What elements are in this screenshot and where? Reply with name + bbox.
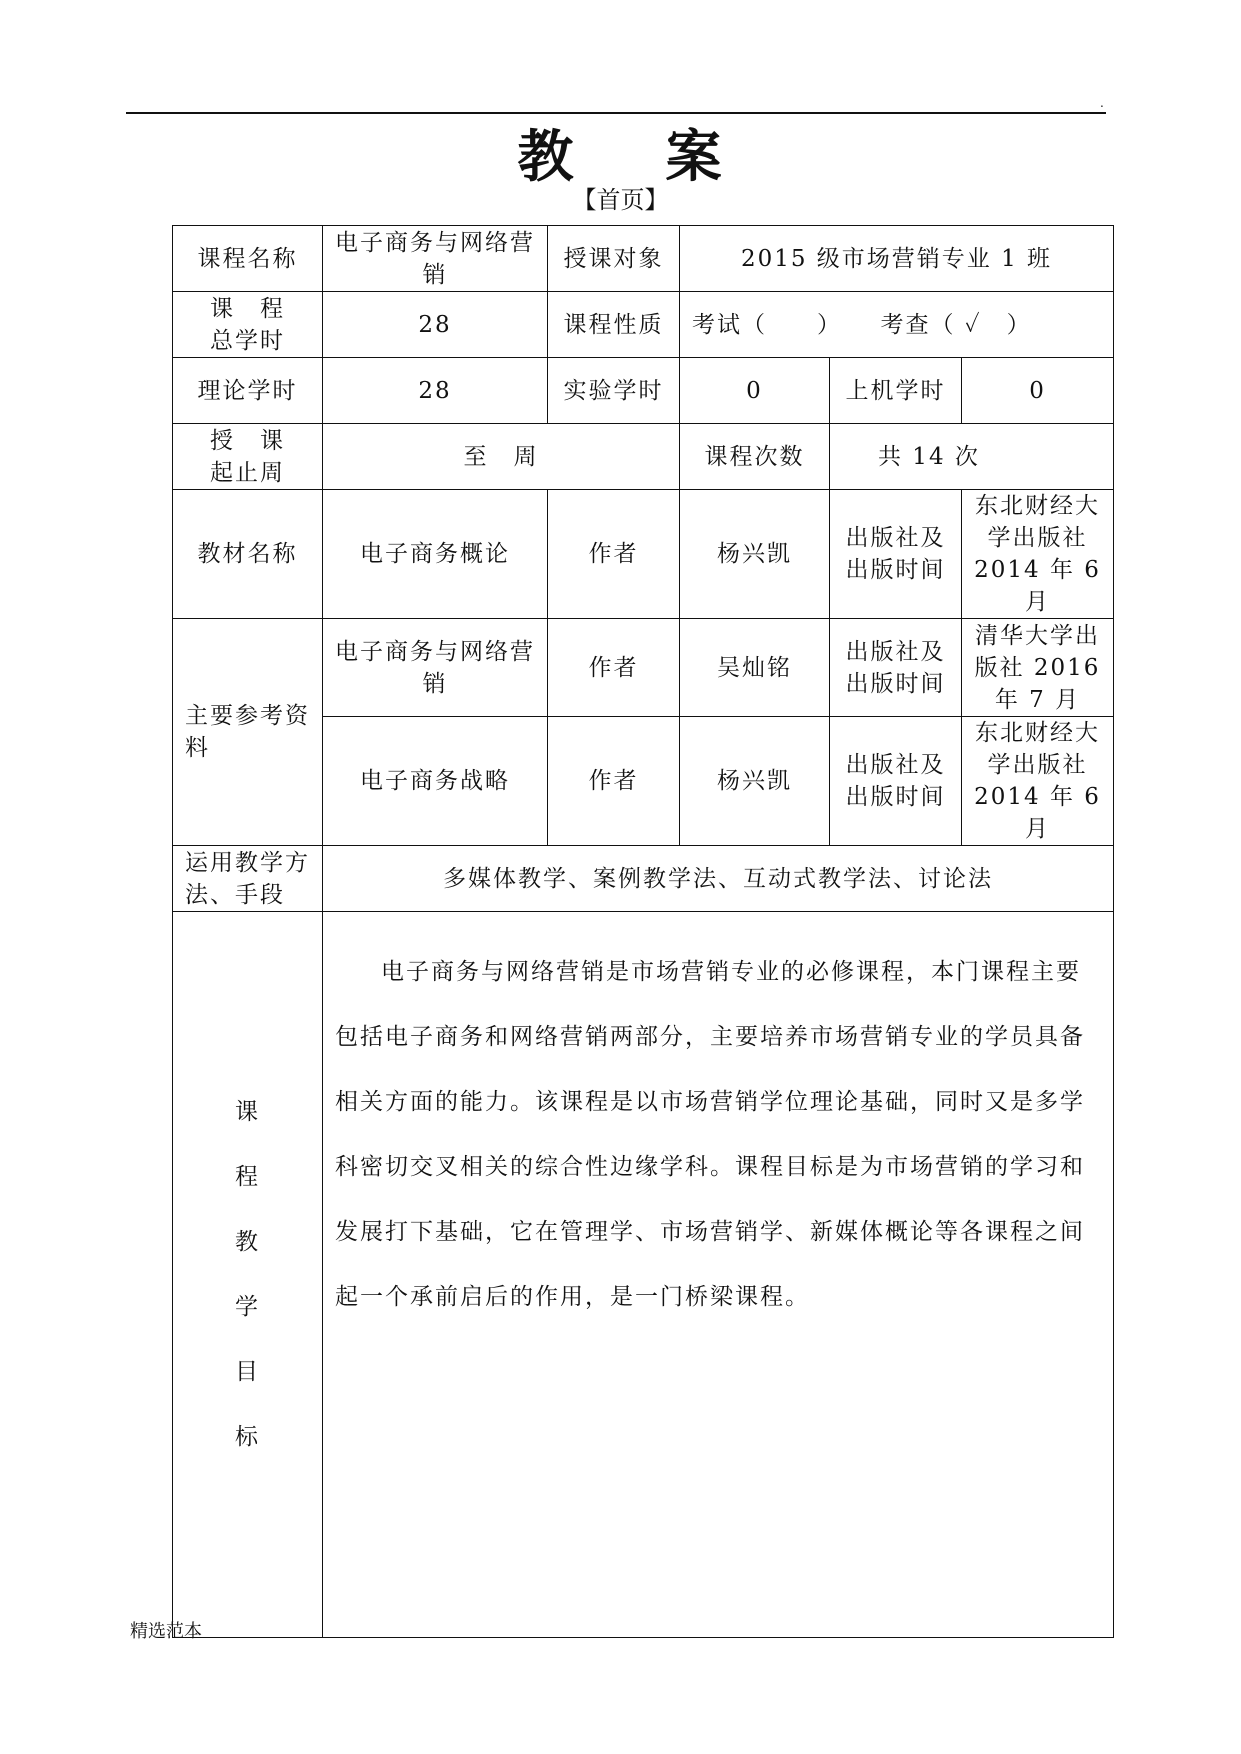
theory-hours-value: 28 — [323, 358, 548, 424]
methods-value: 多媒体教学、案例教学法、互动式教学法、讨论法 — [323, 846, 1114, 912]
methods-label: 运用教学方法、手段 — [173, 846, 323, 912]
course-name-value: 电子商务与网络营销 — [323, 226, 548, 292]
course-name-label: 课程名称 — [173, 226, 323, 292]
weeks-label: 授 课 起止周 — [173, 424, 323, 490]
audience-value: 2015 级市场营销专业 1 班 — [680, 226, 1114, 292]
table-row — [173, 846, 1114, 912]
theory-hours-label: 理论学时 — [173, 358, 323, 424]
footer-text: 精选范本 — [130, 1621, 202, 1642]
table-row — [173, 292, 1114, 358]
lab-hours-value: 0 — [680, 358, 830, 424]
textbook-publisher-label: 出版社及出版时间 — [830, 490, 962, 619]
title-char-left: 教 — [517, 124, 576, 190]
sessions-label: 课程次数 — [680, 424, 830, 490]
ref1-title: 电子商务与网络营销 — [323, 619, 548, 717]
table-row — [173, 490, 1114, 619]
ref1-author: 吴灿铭 — [680, 619, 830, 717]
objectives-text: 电子商务与网络营销是市场营销专业的必修课程，本门课程主要包括电子商务和网络营销两部分，主要培养市场营销专业的学员具备相关方面的能力。该课程是以市场营销学位理论基础，同时又是多学科密切交叉相关的综合性边缘学科。课程目标是为市场营销的学习和发展打下基础，它在管理学、市场营销学、新媒体概论等各课程之间起一个承前启后的作用，是一门桥梁课程。 — [323, 912, 1114, 1638]
ref1-publisher: 清华大学出版社 2016 年 7 月 — [962, 619, 1114, 717]
table-row — [173, 358, 1114, 424]
subtitle: 【首页】 — [572, 186, 669, 214]
title-char-right: 案 — [665, 124, 724, 190]
lesson-plan-table — [172, 225, 1114, 1638]
ref1-author-label: 作者 — [548, 619, 680, 717]
textbook-author: 杨兴凯 — [680, 490, 830, 619]
audience-label: 授课对象 — [548, 226, 680, 292]
table-row — [173, 619, 1114, 717]
nature-value: 考试（ ） 考查（ ✓ ） — [680, 292, 1114, 358]
objectives-label: 课 程 教 学 目 标 — [173, 912, 323, 1638]
computer-hours-label: 上机学时 — [830, 358, 962, 424]
total-hours-value: 28 — [323, 292, 548, 358]
ref2-title: 电子商务战略 — [323, 717, 548, 846]
table-row — [173, 912, 1114, 1638]
nature-label: 课程性质 — [548, 292, 680, 358]
ref2-author: 杨兴凯 — [680, 717, 830, 846]
ref2-author-label: 作者 — [548, 717, 680, 846]
textbook-label: 教材名称 — [173, 490, 323, 619]
ref2-publisher: 东北财经大学出版社 2014 年 6 月 — [962, 717, 1114, 846]
ref1-publisher-label: 出版社及出版时间 — [830, 619, 962, 717]
computer-hours-value: 0 — [962, 358, 1114, 424]
references-label: 主要参考资料 — [173, 619, 323, 846]
weeks-value: 至 周 — [323, 424, 680, 490]
table-row — [173, 424, 1114, 490]
total-hours-label: 课 程 总学时 — [173, 292, 323, 358]
textbook-author-label: 作者 — [548, 490, 680, 619]
lab-hours-label: 实验学时 — [548, 358, 680, 424]
sessions-value: 共 14 次 — [830, 424, 1114, 490]
ref2-publisher-label: 出版社及出版时间 — [830, 717, 962, 846]
textbook-title: 电子商务概论 — [323, 490, 548, 619]
header-dot: . — [1100, 96, 1104, 110]
table-row — [173, 226, 1114, 292]
textbook-publisher: 东北财经大学出版社 2014 年 6 月 — [962, 490, 1114, 619]
